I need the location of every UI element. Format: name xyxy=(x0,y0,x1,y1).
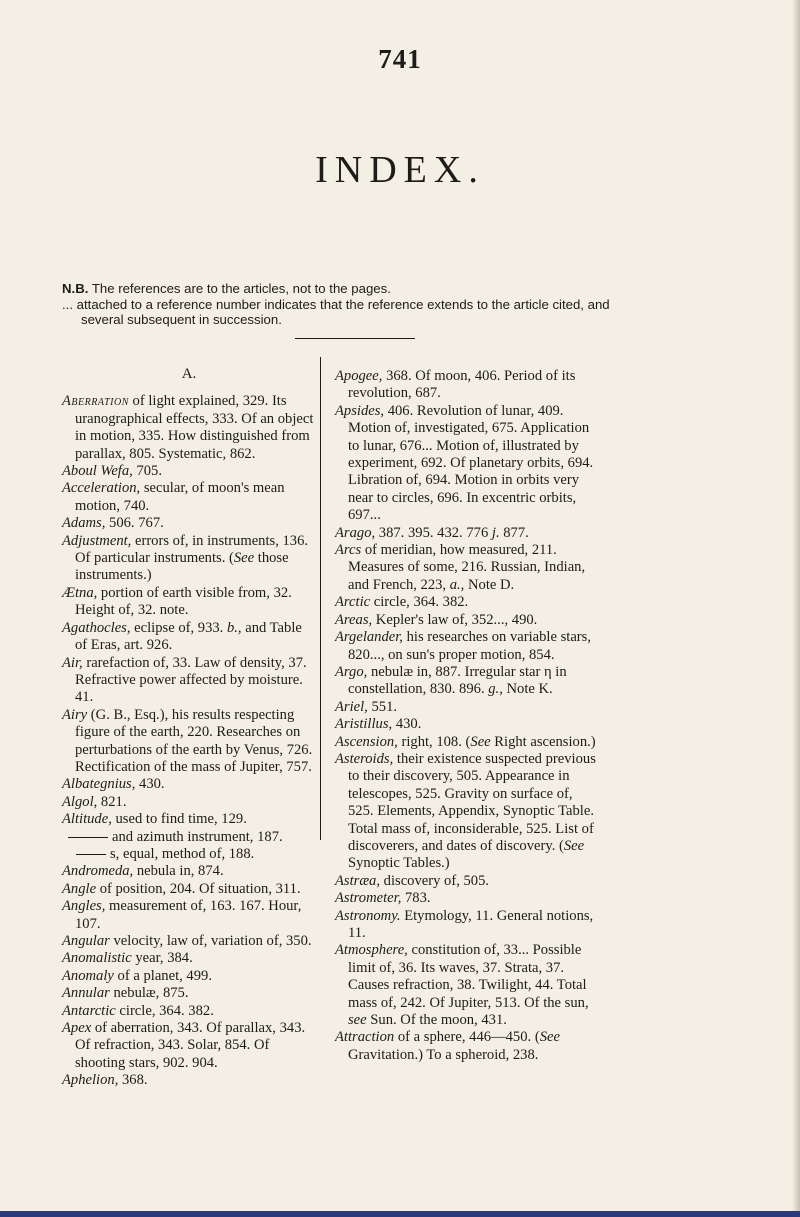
entry-text-tail: Gravitation.) To a spheroid, 238. xyxy=(348,1046,539,1063)
entry-term: Antarctic xyxy=(62,1002,116,1019)
entry-text: nebula in, 874. xyxy=(133,863,224,880)
index-entry-astraea xyxy=(335,873,597,890)
entry-text: 406. Revolution of lunar, 409. Motion of, investigated, 675. Application to lunar, 676... Motion of, illustrated by experiment, 692. Of planetary orbits, 694. Libration of, 694. Motion in orbits very near to circles, 696. In excentric orbits, 697... xyxy=(348,402,594,524)
index-entry-adjustment xyxy=(62,533,316,585)
entry-text: nebulæ, 875. xyxy=(109,985,189,1002)
index-entry-angle xyxy=(62,881,316,898)
entry-term: Adams, xyxy=(62,515,106,532)
index-entry-aristillus xyxy=(335,716,597,733)
index-column-left xyxy=(62,368,316,1090)
entry-text: his researches on variable stars, 820..., on sun's proper motion, 854. xyxy=(348,629,591,663)
entry-term: Anomaly xyxy=(62,967,114,984)
index-entry-antarctic xyxy=(62,1003,316,1020)
entry-text: rarefaction of, 33. Law of density, 37. Refractive power affected by moisture. 41. xyxy=(75,654,307,706)
index-entry-annular xyxy=(62,985,316,1002)
page-number: 741 xyxy=(378,44,422,74)
index-entry-arctic xyxy=(335,594,597,611)
entry-term: Algol, xyxy=(62,793,98,810)
index-entry-air xyxy=(62,655,316,707)
entry-text: portion of earth visible from, 32. Height of, 32. note. xyxy=(75,584,292,619)
entry-text: 430. xyxy=(135,776,165,793)
entry-text: and azimuth instrument, 187. xyxy=(112,828,283,845)
entry-text: Etymology, 11. General notions, 11. xyxy=(348,907,594,941)
index-entry-angular xyxy=(62,933,316,950)
index-entry-areas xyxy=(335,612,597,629)
index-entry-aphelion xyxy=(62,1072,316,1089)
entry-text: of a planet, 499. xyxy=(113,967,212,984)
entry-term: Arctic xyxy=(335,594,371,611)
entry-italic: g., xyxy=(488,681,503,698)
index-entry-agathocles xyxy=(62,620,316,655)
index-entry-attraction xyxy=(335,1029,597,1064)
note-line-3: several subsequent in succession. xyxy=(81,312,282,327)
ditto-dash xyxy=(76,854,106,855)
index-entry-apex xyxy=(62,1020,316,1072)
entry-see: See xyxy=(563,837,585,854)
note-label: N.B. xyxy=(62,281,89,296)
entry-term: Astronomy. xyxy=(335,907,401,924)
index-entry-argelander xyxy=(335,629,597,664)
entry-term: Aphelion, xyxy=(62,1072,119,1089)
entry-term: Angles, xyxy=(62,898,106,915)
entry-term: Asteroids, xyxy=(335,750,394,767)
index-entry-aetna xyxy=(62,585,316,620)
note-line-2-text: attached to a reference number indicates that the reference extends to the article cited, and xyxy=(76,296,610,312)
page-edge-shadow xyxy=(792,0,800,1217)
entry-term: Atmosphere, xyxy=(335,942,408,959)
index-entry-altitude xyxy=(62,811,316,828)
index-entry-arago xyxy=(335,525,597,542)
entry-text: circle, 364. 382. xyxy=(115,1002,214,1019)
entry-text: eclipse of, 933. xyxy=(130,619,227,636)
page-title: INDEX. xyxy=(315,149,485,191)
entry-text: right, 108. ( xyxy=(397,733,471,750)
entry-text: 821. xyxy=(97,793,127,810)
entry-italic: j. xyxy=(491,524,500,541)
entry-text: constitution of, 33... Possible limit of, 36. Its waves, 37. Strata, 37. Causes refraction, 38. Twilight, 44. Total mass of, 242. Of Jupiter, 513. Of the sun, xyxy=(348,942,589,1011)
index-entry-apogee xyxy=(335,368,597,403)
index-entry-altitude-azimuth xyxy=(62,829,316,846)
entry-term: Andromeda, xyxy=(62,863,134,880)
entry-text: 368. Of moon, 406. Period of its revolution, 687. xyxy=(348,368,576,402)
note-line-1 xyxy=(62,281,742,297)
entry-text-tail: Right ascension.) xyxy=(490,733,596,750)
index-entry-apsides xyxy=(335,403,597,525)
entry-term: Anomalistic xyxy=(62,950,132,967)
index-entry-argo xyxy=(335,664,597,699)
entry-term: Apex xyxy=(62,1020,92,1037)
index-entry-astronomy xyxy=(335,908,597,943)
entry-term: Arcs xyxy=(335,542,362,559)
entry-term: Attraction xyxy=(335,1029,395,1046)
entry-text-tail: Synoptic Tables.) xyxy=(348,855,450,872)
index-entry-altitudes-equal xyxy=(62,846,316,863)
index-entry-anomalistic xyxy=(62,950,316,967)
index-entry-arcs xyxy=(335,542,597,594)
entry-term: Annular xyxy=(62,985,110,1002)
entry-term: Ariel, xyxy=(335,698,368,715)
scan-bottom-band xyxy=(0,1211,800,1217)
index-entry-algol xyxy=(62,794,316,811)
entry-term: Adjustment, xyxy=(62,532,132,549)
index-entry-asteroids xyxy=(335,751,597,873)
entry-term: Acceleration, xyxy=(62,480,141,497)
entry-text: of position, 204. Of situation, 311. xyxy=(96,880,301,897)
entry-text: errors of, in instruments, 136. Of particular instruments. ( xyxy=(75,532,309,567)
entry-text: 551. xyxy=(367,698,398,715)
entry-text: their existence suspected previous to their discovery, 505. Appearance in telescopes, 525. Gravity on surface of, 525. Elements, Appendix, Synoptic Table. Total mass of, inconsiderable, 525. List of discoverers, and dates of discovery. ( xyxy=(348,750,596,854)
entry-text: measurement of, 163. 167. Hour, 107. xyxy=(75,898,302,932)
entry-text: 783. xyxy=(401,890,431,907)
index-entry-angles xyxy=(62,898,316,933)
index-entry-ascension xyxy=(335,734,597,751)
entry-term: Aberration xyxy=(62,393,129,410)
entry-term: Aboul Wefa, xyxy=(62,463,133,480)
entry-term: Areas, xyxy=(335,611,373,628)
index-entry-atmosphere xyxy=(335,942,597,1029)
entry-term: Ætna, xyxy=(62,584,98,601)
entry-text: 368. xyxy=(118,1072,148,1089)
entry-text: year, 384. xyxy=(131,950,193,967)
entry-text-tail: those instruments.) xyxy=(75,550,289,584)
index-entry-albategnius xyxy=(62,776,316,793)
entry-text: s, equal, method of, 188. xyxy=(110,845,255,862)
ditto-dash xyxy=(68,837,108,838)
entry-term: Angle xyxy=(62,880,97,897)
index-entry-aboul-wefa xyxy=(62,463,316,480)
entry-text: of a sphere, 446—450. ( xyxy=(394,1029,540,1046)
entry-italic: b., xyxy=(226,619,242,636)
index-entry-ariel xyxy=(335,699,597,716)
entry-see: see xyxy=(348,1012,367,1029)
index-entry-andromeda xyxy=(62,863,316,880)
index-entry-acceleration xyxy=(62,480,316,515)
entry-text: of aberration, 343. Of parallax, 343. Of refraction, 343. Solar, 854. Of shooting stars, 902. 904. xyxy=(75,1020,306,1071)
entry-term: Airy xyxy=(62,706,88,723)
entry-term: Aristillus, xyxy=(335,716,393,733)
entry-text: of meridian, how measured, 211. Measures of some, 216. Russian, Indian, and French, 223, xyxy=(348,542,586,593)
reference-note xyxy=(62,281,742,328)
section-letter: A. xyxy=(181,366,197,382)
entry-term: Astrometer, xyxy=(335,890,402,907)
entry-text: 506. 767. xyxy=(105,515,164,532)
header-rule xyxy=(295,338,415,339)
entry-text: Kepler's law of, 352..., 490. xyxy=(372,611,538,628)
entry-text-tail: Sun. Of the moon, 431. xyxy=(366,1012,507,1029)
entry-term: Apogee, xyxy=(335,368,383,384)
index-entry-airy xyxy=(62,707,316,777)
entry-text: 705. xyxy=(132,463,162,480)
entry-see: See xyxy=(233,550,255,567)
entry-text-tail: and Table of Eras, art. 926. xyxy=(75,619,302,654)
entry-term: Albategnius, xyxy=(62,776,136,793)
entry-text: discovery of, 505. xyxy=(380,872,490,889)
index-entry-anomaly xyxy=(62,968,316,985)
entry-term: Angular xyxy=(62,933,110,949)
entry-text-tail: Note D. xyxy=(464,576,515,593)
index-entry-astrometer xyxy=(335,890,597,907)
note-ellipsis: ... xyxy=(62,296,73,312)
note-line-1-text: The references are to the articles, not to the pages. xyxy=(91,281,391,296)
entry-text: of light explained, 329. Its uranographical effects, 333. Of an object in motion, 335. How distinguished from parallax, 805. Systematic, 862. xyxy=(75,393,314,462)
entry-term: Astræa, xyxy=(335,872,381,889)
entry-text-tail: Note K. xyxy=(502,681,553,698)
entry-term: Apsides, xyxy=(335,402,385,419)
entry-term: Air, xyxy=(62,654,83,671)
entry-text: velocity, law of, variation of, 350. xyxy=(109,933,312,949)
entry-term: Argelander, xyxy=(335,629,403,646)
entry-text: nebulæ in, 887. Irregular star η in constellation, 830. 896. xyxy=(348,663,567,698)
index-entry-adams xyxy=(62,515,316,532)
entry-term: Argo, xyxy=(335,663,368,680)
entry-text: secular, of moon's mean motion, 740. xyxy=(75,480,285,514)
entry-text: (G. B., Esq.), his results respecting figure of the earth, 220. Researches on perturbations of the earth by Venus, 726. Rectification of the mass of Jupiter, 757. xyxy=(75,706,313,775)
entry-term: Altitude, xyxy=(62,811,112,828)
entry-text: used to find time, 129. xyxy=(111,811,247,828)
entry-term: Agathocles, xyxy=(62,619,131,636)
entry-term: Arago, xyxy=(335,524,376,541)
entry-term: Ascension, xyxy=(335,733,398,750)
entry-see: See xyxy=(539,1029,560,1046)
entry-text: 387. 395. 432. 776 xyxy=(375,524,492,541)
entry-text: 430. xyxy=(392,716,422,733)
note-line-2 xyxy=(62,297,742,313)
index-column-right xyxy=(335,368,597,1064)
entry-text: circle, 364. 382. xyxy=(370,594,469,611)
entry-text-tail: 877. xyxy=(499,524,529,541)
column-divider xyxy=(320,357,321,840)
index-entry-aberration xyxy=(62,393,316,463)
entry-italic: a., xyxy=(449,576,465,593)
entry-see: See xyxy=(470,733,491,750)
